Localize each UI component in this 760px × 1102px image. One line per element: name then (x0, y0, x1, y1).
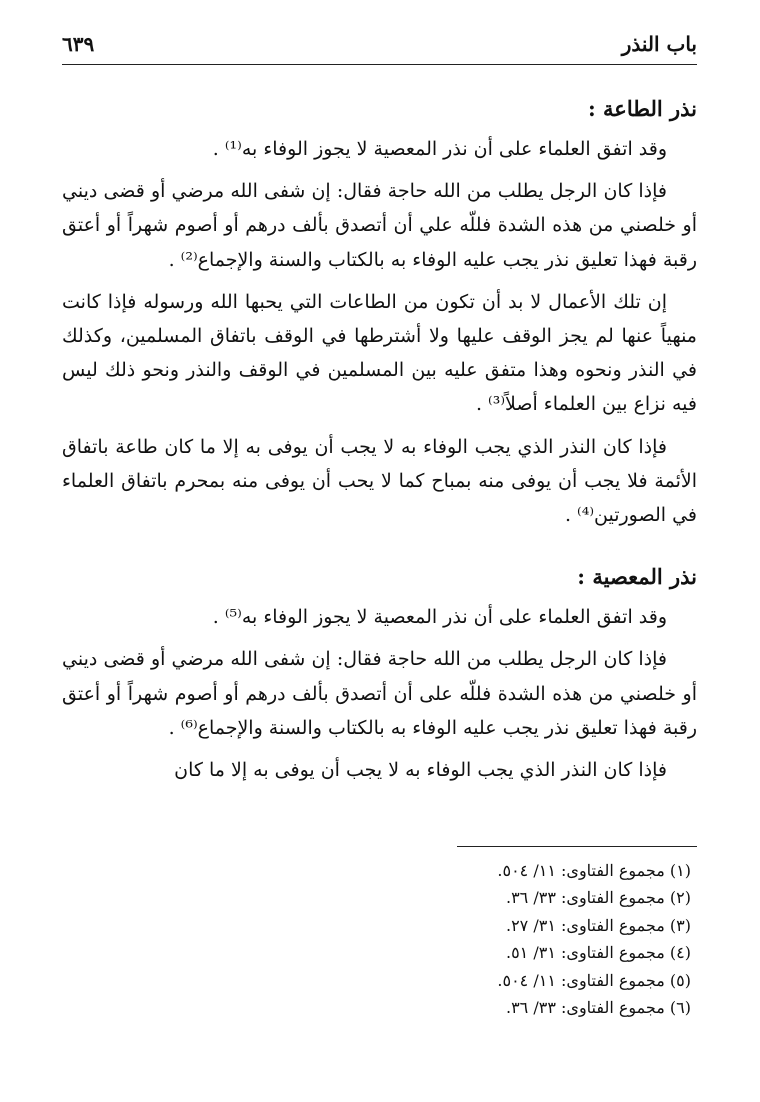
section-heading-obedience: نذر الطاعة : (587, 96, 697, 121)
section-heading-sin: نذر المعصية : (577, 564, 697, 590)
footnote-separator (457, 846, 697, 847)
footnote-5: (٥) مجموع الفتاوى: ١١/ ٥٠٤. (497, 970, 691, 990)
footnotes (437, 846, 697, 1021)
paragraph: وقد اتفق العلماء على أن نذر المعصية لا يجوز الوفاء به⁽¹⁾ . (212, 138, 667, 160)
section-spacer (62, 540, 697, 560)
main-text (62, 92, 697, 795)
footnote-1: (١) مجموع الفتاوى: ١١/ ٥٠٤. (497, 861, 691, 880)
paragraph: فإذا كان الرجل يطلب من الله حاجة فقال: إن شفى الله مرضي أو قضى ديني أو خلصني من هذه الشدة فللّه على أن أتصدق بألف درهم أو أصوم شهراً أو أعتق رقبة فهذا تعليق نذر يجب عليه الوفاء به بالكتاب والسنة والإجماع⁽⁶⁾ . (62, 648, 697, 739)
paragraph: فإذا كان الرجل يطلب من الله حاجة فقال: إن شفى الله مرضي أو قضى ديني أو خلصني من هذه الشدة فللّه علي أن أتصدق بألف درهم أو أصوم شهراً أو أعتق رقبة فهذا تعليق نذر يجب عليه الوفاء به بالكتاب والسنة والإجماع⁽²⁾ . (62, 180, 697, 271)
paragraph: فإذا كان النذر الذي يجب الوفاء به لا يجب أن يوفى به إلا ما كان طاعة باتفاق الأئمة فلا يجب أن يوفى منه بمباح كما لا يحب أن يوفى منه بمحرم باتفاق العلماء في الصورتين⁽⁴⁾ . (62, 435, 697, 527)
paragraph: إن تلك الأعمال لا بد أن تكون من الطاعات التي يحبها الله ورسوله فإذا كانت منهياً عنها لم يجز الوقف عليها ولا أشترطها في الوقف باتفاق المسلمين، وكذلك في النذر ونحوه وهذا متفق عليه بين المسلمين في الوقف والنذر ونحو ذلك ليس فيه نزاع بين العلماء أصلاً⁽³⁾ . (62, 290, 697, 416)
footnote-6: (٦) مجموع الفتاوى: ٣٣/ ٣٦. (505, 998, 691, 1018)
paragraph: وقد اتفق العلماء على أن نذر المعصية لا يجوز الوفاء به⁽⁵⁾ . (212, 606, 667, 629)
running-header (62, 28, 697, 65)
chapter-title: باب النذر (621, 32, 697, 56)
footnote-4: (٤) مجموع الفتاوى: ٣١/ ٥١. (505, 943, 691, 963)
paragraph: فإذا كان النذر الذي يجب الوفاء به لا يجب أن يوفى به إلا ما كان (174, 759, 667, 782)
page-number: ٦٣٩ (62, 32, 95, 56)
footnote-2: (٢) مجموع الفتاوى: ٣٣/ ٣٦. (505, 888, 691, 908)
footnote-3: (٣) مجموع الفتاوى: ٣١/ ٢٧. (505, 915, 691, 935)
